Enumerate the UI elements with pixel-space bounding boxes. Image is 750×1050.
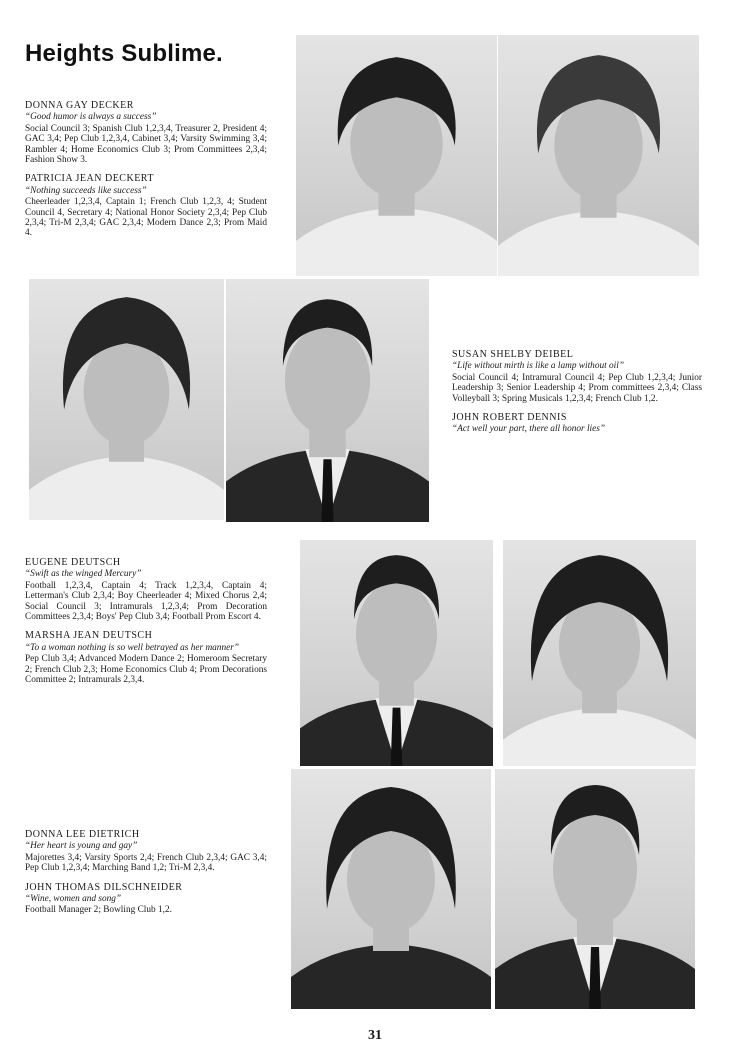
portrait-silhouette-female (296, 35, 497, 276)
student-activities: Social Council 3; Spanish Club 1,2,3,4, Treasurer 2, President 4; GAC 3,4; Pep Club 1,2,3,4, Cabinet 3,4; Varsity Swimming 3,4; Rambler 4; Home Economics Club 3; Prom Committees 2,3,4; Fashion Show 3. (25, 123, 267, 166)
bio-entry-dennis (452, 413, 702, 435)
bio-entry-deibel (452, 350, 702, 404)
portrait-silhouette-female (498, 35, 699, 276)
student-quote: “Wine, women and song” (25, 894, 122, 905)
student-name: DONNA GAY DECKER (25, 100, 134, 111)
student-name: MARSHA JEAN DEUTSCH (25, 630, 153, 642)
student-name: DONNA LEE DIETRICH (25, 829, 140, 840)
student-quote: “To a woman nothing is so well betrayed as her manner” (25, 642, 240, 653)
portrait-silhouette-female (291, 769, 491, 1009)
portrait-photo (29, 279, 224, 520)
student-name: PATRICIA JEAN DECKERT (25, 173, 154, 185)
portrait-silhouette-male (226, 279, 429, 522)
student-activities: Cheerleader 1,2,3,4, Captain 1; French Club 1,2,3, 4; Student Council 4, Secretary 4; National Honor Society 2,3,4; Pep Club 2,3,4; Tri-M 2,3,4; GAC 2,3,4; Modern Dance 2,3; Prom Maid 4. (25, 197, 267, 239)
bio-entry-marsha-deutsch (25, 631, 267, 685)
student-activities: Pep Club 3,4; Advanced Modern Dance 2; Homeroom Secretary 2; French Club 2,3; Home Economics Club 4; Prom Decorations Committee 2; Intramurals 2,3,4. (25, 654, 267, 686)
student-quote: “Good humor is always a success” (25, 112, 157, 123)
portrait-photo (291, 769, 491, 1009)
portrait-photo (503, 540, 696, 766)
bio-block-top-left (25, 101, 267, 248)
student-quote: “Her heart is young and gay” (25, 841, 138, 852)
bio-block-lower-left (25, 558, 267, 694)
student-activities: Social Council 4; Intramural Council 4; Pep Club 1,2,3,4; Junior Leadership 3; Senior Leadership 4; Prom committees 2,3,4; Class Volleyball 3; Spring Musicals 1,2,3,4; French Club 1,2. (452, 372, 702, 404)
portrait-silhouette-male (495, 769, 695, 1009)
portrait-silhouette-female (29, 279, 224, 520)
portrait-silhouette-female (503, 540, 696, 766)
portrait-photo (498, 35, 699, 276)
portrait-photo (495, 769, 695, 1009)
bio-entry-eugene-deutsch (25, 558, 267, 622)
portrait-photo (296, 35, 497, 276)
portrait-photo (226, 279, 429, 522)
portrait-photo (300, 540, 493, 766)
bio-entry-dietrich (25, 830, 267, 874)
student-activities: Majorettes 3,4; Varsity Sports 2,4; French Club 2,3,4; GAC 3,4; Pep Club 1,2,3,4; Marching Band 1,2; Tri-M 2,3,4. (25, 852, 267, 874)
student-name: JOHN ROBERT DENNIS (452, 412, 567, 424)
student-activities: Football 1,2,3,4, Captain 4; Track 1,2,3,4, Captain 4; Letterman's Club 2,3,4; Boy Cheerleader 4; Mixed Chorus 2,4; Social Council 3; Intramurals 1,2,3,4; Prom Decoration Committees 2,3,4; Boys' Pep Club 3,4; Football Prom Escort 4. (25, 580, 267, 623)
student-quote: “Nothing succeeds like success” (25, 185, 147, 196)
bio-entry-decker (25, 101, 267, 165)
student-quote: “Swift as the winged Mercury” (25, 569, 142, 580)
bio-block-mid-right (452, 350, 702, 444)
portrait-silhouette-male (300, 540, 493, 766)
student-quote: “Act well your part, there all honor lies” (452, 424, 606, 435)
student-activities: Football Manager 2; Bowling Club 1,2. (25, 905, 172, 916)
student-name: EUGENE DEUTSCH (25, 557, 121, 568)
bio-block-bottom-left (25, 830, 267, 925)
bio-entry-deckert (25, 174, 267, 238)
student-name: JOHN THOMAS DILSCHNEIDER (25, 881, 183, 893)
page-number: 31 (368, 1028, 382, 1043)
bio-entry-dilschneider (25, 883, 267, 916)
student-name: SUSAN SHELBY DEIBEL (452, 349, 574, 360)
student-quote: “Life without mirth is like a lamp without oil” (452, 361, 625, 372)
page-title: Heights Sublime. (25, 40, 223, 67)
